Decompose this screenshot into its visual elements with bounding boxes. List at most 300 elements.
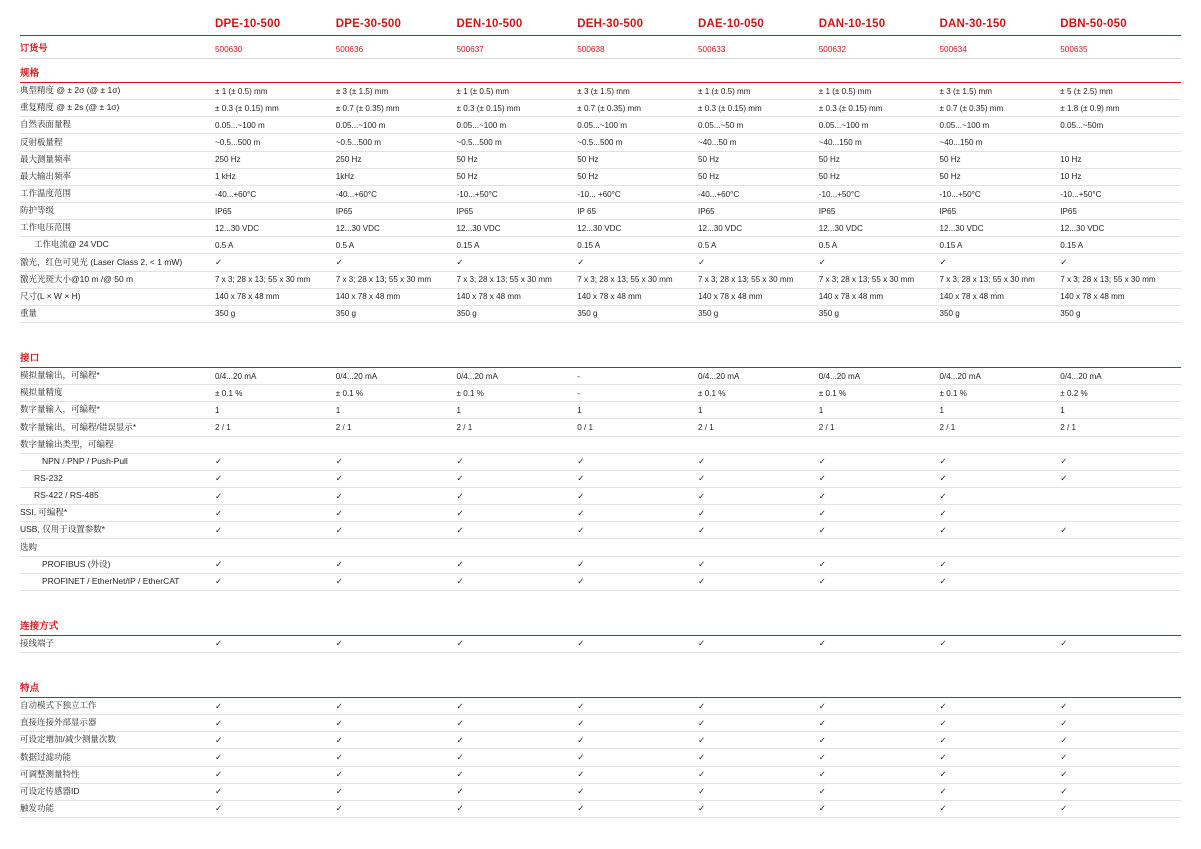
check-icon: ✓ <box>939 803 947 814</box>
cell-value <box>336 783 457 800</box>
cell-value <box>577 522 698 539</box>
section-title-row <box>20 669 1181 698</box>
cell-value: - <box>577 385 698 402</box>
table-row <box>20 83 1181 100</box>
check-icon: ✓ <box>335 803 343 814</box>
cell-value: 1 <box>577 402 698 419</box>
check-icon: ✓ <box>456 786 464 797</box>
cell-value <box>819 749 940 766</box>
cell-value <box>940 254 1061 271</box>
check-icon: ✓ <box>215 752 223 763</box>
cell-value: ± 3 (± 1.5) mm <box>940 83 1061 100</box>
check-icon: ✓ <box>818 786 826 797</box>
cell-value <box>336 732 457 749</box>
check-icon: ✓ <box>1060 700 1068 711</box>
cell-value <box>940 732 1061 749</box>
cell-value <box>1060 487 1181 504</box>
cell-value: 7 x 3; 28 x 13; 55 x 30 mm <box>457 271 578 288</box>
cell-value: 7 x 3; 28 x 13; 55 x 30 mm <box>1060 271 1181 288</box>
cell-value: 2 / 1 <box>215 419 336 436</box>
cell-value <box>577 749 698 766</box>
cell-value: 7 x 3; 28 x 13; 55 x 30 mm <box>819 271 940 288</box>
specification-table <box>20 18 1181 818</box>
cell-value <box>698 766 819 783</box>
check-icon: ✓ <box>335 507 343 518</box>
cell-value: 50 Hz <box>698 151 819 168</box>
check-icon: ✓ <box>456 734 464 745</box>
check-icon: ✓ <box>215 456 223 467</box>
cell-value: 10 Hz <box>1060 168 1181 185</box>
check-icon: ✓ <box>335 576 343 587</box>
cell-value <box>698 539 819 556</box>
cell-value <box>698 436 819 453</box>
cell-value <box>336 539 457 556</box>
check-icon: ✓ <box>698 257 706 268</box>
cell-value <box>819 732 940 749</box>
check-icon: ✓ <box>939 524 947 535</box>
cell-value: IP65 <box>819 202 940 219</box>
cell-value <box>698 783 819 800</box>
row-label: 选购 <box>20 539 215 556</box>
cell-value: 350 g <box>577 305 698 322</box>
cell-value <box>215 487 336 504</box>
check-icon: ✓ <box>698 507 706 518</box>
check-icon: ✓ <box>1060 257 1068 268</box>
check-icon: ✓ <box>577 752 585 763</box>
cell-value: 140 x 78 x 48 mm <box>457 288 578 305</box>
check-icon: ✓ <box>1060 803 1068 814</box>
cell-value: 50 Hz <box>698 168 819 185</box>
table-row <box>20 419 1181 436</box>
cell-value <box>1060 254 1181 271</box>
cell-value: ± 3 (± 1.5) mm <box>577 83 698 100</box>
cell-value <box>336 573 457 590</box>
row-label: 自然表面量程 <box>20 117 215 134</box>
check-icon: ✓ <box>577 638 585 649</box>
cell-value: 1 <box>215 402 336 419</box>
cell-value: IP65 <box>698 202 819 219</box>
check-icon: ✓ <box>456 456 464 467</box>
cell-value <box>457 556 578 573</box>
check-icon: ✓ <box>577 473 585 484</box>
section-title: 连接方式 <box>20 607 1181 636</box>
check-icon: ✓ <box>335 717 343 728</box>
row-label: NPN / PNP / Push-Pull <box>20 453 215 470</box>
check-icon: ✓ <box>456 803 464 814</box>
cell-value <box>940 635 1061 652</box>
check-icon: ✓ <box>215 473 223 484</box>
section-gap <box>20 322 1181 339</box>
cell-value: 0.05...~100 m <box>215 117 336 134</box>
section-title-row <box>20 607 1181 636</box>
cell-value: 2 / 1 <box>819 419 940 436</box>
cell-value: 12...30 VDC <box>336 220 457 237</box>
check-icon: ✓ <box>1060 456 1068 467</box>
cell-value: 250 Hz <box>215 151 336 168</box>
check-icon: ✓ <box>577 576 585 587</box>
column-header-2: DEN-10-500 <box>457 18 578 36</box>
cell-value <box>457 436 578 453</box>
cell-value <box>457 539 578 556</box>
cell-value: 140 x 78 x 48 mm <box>698 288 819 305</box>
cell-value <box>1060 783 1181 800</box>
check-icon: ✓ <box>939 490 947 501</box>
cell-value: -40...+60°C <box>336 185 457 202</box>
cell-value: 0.5 A <box>215 237 336 254</box>
check-icon: ✓ <box>939 734 947 745</box>
check-icon: ✓ <box>939 473 947 484</box>
cell-value <box>215 453 336 470</box>
check-icon: ✓ <box>215 803 223 814</box>
row-label: PROFINET / EtherNet/IP / EtherCAT <box>20 573 215 590</box>
order-number-value: 500636 <box>336 36 457 59</box>
cell-value: 10 Hz <box>1060 151 1181 168</box>
table-row <box>20 402 1181 419</box>
check-icon: ✓ <box>698 456 706 467</box>
check-icon: ✓ <box>215 786 223 797</box>
column-header-5: DAN-10-150 <box>819 18 940 36</box>
cell-value: 12...30 VDC <box>577 220 698 237</box>
check-icon: ✓ <box>577 490 585 501</box>
gap-cell <box>20 590 1181 607</box>
table-row <box>20 556 1181 573</box>
table-row <box>20 151 1181 168</box>
table-row <box>20 254 1181 271</box>
table-row <box>20 487 1181 504</box>
cell-value <box>215 556 336 573</box>
cell-value <box>215 732 336 749</box>
check-icon: ✓ <box>818 734 826 745</box>
cell-value <box>215 766 336 783</box>
cell-value <box>819 487 940 504</box>
cell-value: 12...30 VDC <box>819 220 940 237</box>
table-row <box>20 749 1181 766</box>
cell-value <box>336 749 457 766</box>
cell-value <box>215 505 336 522</box>
check-icon: ✓ <box>698 700 706 711</box>
cell-value <box>698 573 819 590</box>
cell-value <box>336 470 457 487</box>
order-number-value: 500632 <box>819 36 940 59</box>
cell-value: ± 0.1 % <box>819 385 940 402</box>
cell-value <box>1060 470 1181 487</box>
row-label: 工作电压范围 <box>20 220 215 237</box>
check-icon: ✓ <box>456 490 464 501</box>
check-icon: ✓ <box>698 734 706 745</box>
cell-value <box>577 487 698 504</box>
cell-value <box>215 715 336 732</box>
cell-value <box>336 505 457 522</box>
check-icon: ✓ <box>939 786 947 797</box>
cell-value <box>1060 766 1181 783</box>
check-icon: ✓ <box>215 734 223 745</box>
cell-value <box>1060 453 1181 470</box>
cell-value: 0/4...20 mA <box>457 367 578 384</box>
table-row <box>20 522 1181 539</box>
cell-value: 0.5 A <box>336 237 457 254</box>
cell-value <box>457 732 578 749</box>
check-icon: ✓ <box>335 734 343 745</box>
cell-value <box>819 715 940 732</box>
cell-value: ~0.5...500 m <box>215 134 336 151</box>
cell-value: 0/4...20 mA <box>819 367 940 384</box>
check-icon: ✓ <box>698 473 706 484</box>
cell-value <box>1060 505 1181 522</box>
order-number-value: 500633 <box>698 36 819 59</box>
check-icon: ✓ <box>456 700 464 711</box>
cell-value: 350 g <box>1060 305 1181 322</box>
row-label: 模拟量精度 <box>20 385 215 402</box>
cell-value <box>457 505 578 522</box>
cell-value: 0.15 A <box>457 237 578 254</box>
check-icon: ✓ <box>456 559 464 570</box>
cell-value: -10... +60°C <box>577 185 698 202</box>
cell-value <box>819 766 940 783</box>
table-row <box>20 766 1181 783</box>
cell-value: 0.05...~100 m <box>819 117 940 134</box>
cell-value: ± 0.7 (± 0.35) mm <box>940 100 1061 117</box>
check-icon: ✓ <box>215 257 223 268</box>
check-icon: ✓ <box>818 700 826 711</box>
cell-value <box>819 783 940 800</box>
row-label: USB, 仅用于设置参数* <box>20 522 215 539</box>
cell-value <box>336 487 457 504</box>
cell-value: 350 g <box>940 305 1061 322</box>
cell-value: 7 x 3; 28 x 13; 55 x 30 mm <box>940 271 1061 288</box>
cell-value: 12...30 VDC <box>457 220 578 237</box>
row-label: RS-232 <box>20 470 215 487</box>
cell-value <box>336 715 457 732</box>
check-icon: ✓ <box>939 559 947 570</box>
column-header-7: DBN-50-050 <box>1060 18 1181 36</box>
cell-value <box>819 453 940 470</box>
cell-value: ± 0.2 % <box>1060 385 1181 402</box>
cell-value: ± 5 (± 2.5) mm <box>1060 83 1181 100</box>
table-row <box>20 117 1181 134</box>
cell-value: 2 / 1 <box>336 419 457 436</box>
row-label: RS-422 / RS-485 <box>20 487 215 504</box>
check-icon: ✓ <box>577 700 585 711</box>
cell-value: 0/4...20 mA <box>215 367 336 384</box>
table-row <box>20 436 1181 453</box>
table-row <box>20 100 1181 117</box>
cell-value: 50 Hz <box>819 151 940 168</box>
cell-value <box>698 470 819 487</box>
check-icon: ✓ <box>1060 769 1068 780</box>
row-label: 数字量输出，可编程/错误显示* <box>20 419 215 436</box>
check-icon: ✓ <box>335 257 343 268</box>
cell-value: 140 x 78 x 48 mm <box>336 288 457 305</box>
check-icon: ✓ <box>939 700 947 711</box>
cell-value: ± 3 (± 1.5) mm <box>336 83 457 100</box>
row-label: 重复精度 @ ± 2s (@ ± 1σ) <box>20 100 215 117</box>
cell-value <box>698 254 819 271</box>
cell-value: ± 0.1 % <box>457 385 578 402</box>
cell-value: ~40...150 m <box>819 134 940 151</box>
cell-value: ± 1 (± 0.5) mm <box>215 83 336 100</box>
cell-value: ~0.5...500 m <box>457 134 578 151</box>
cell-value: 0.05...~100 m <box>336 117 457 134</box>
cell-value <box>819 254 940 271</box>
cell-value <box>336 800 457 817</box>
cell-value: 0/4...20 mA <box>1060 367 1181 384</box>
section-title: 规格 <box>20 59 1181 83</box>
check-icon: ✓ <box>698 717 706 728</box>
cell-value: -40...+60°C <box>698 185 819 202</box>
check-icon: ✓ <box>456 257 464 268</box>
cell-value: 50 Hz <box>577 168 698 185</box>
cell-value: 1 <box>336 402 457 419</box>
check-icon: ✓ <box>335 490 343 501</box>
cell-value <box>336 436 457 453</box>
row-label: 可调整测量特性 <box>20 766 215 783</box>
cell-value <box>457 254 578 271</box>
check-icon: ✓ <box>818 769 826 780</box>
check-icon: ✓ <box>577 786 585 797</box>
row-label: 防护等级 <box>20 202 215 219</box>
cell-value: 1 <box>819 402 940 419</box>
check-icon: ✓ <box>215 507 223 518</box>
row-label: 自动模式下独立工作 <box>20 697 215 714</box>
cell-value: 350 g <box>698 305 819 322</box>
cell-value <box>698 556 819 573</box>
cell-value <box>215 254 336 271</box>
cell-value <box>336 766 457 783</box>
check-icon: ✓ <box>818 456 826 467</box>
row-label: 接线端子 <box>20 635 215 652</box>
section-title-row <box>20 59 1181 83</box>
check-icon: ✓ <box>577 803 585 814</box>
cell-value: ± 1.8 (± 0.9) mm <box>1060 100 1181 117</box>
check-icon: ✓ <box>215 717 223 728</box>
cell-value <box>336 556 457 573</box>
cell-value: -10...+50°C <box>457 185 578 202</box>
check-icon: ✓ <box>698 490 706 501</box>
cell-value: 0/4...20 mA <box>336 367 457 384</box>
cell-value <box>457 766 578 783</box>
check-icon: ✓ <box>456 507 464 518</box>
row-label: 工作电流@ 24 VDC <box>20 237 215 254</box>
cell-value <box>1060 732 1181 749</box>
row-label: 激光光斑大小@10 m /@ 50 m <box>20 271 215 288</box>
cell-value: -10...+50°C <box>819 185 940 202</box>
check-icon: ✓ <box>1060 638 1068 649</box>
cell-value <box>215 522 336 539</box>
cell-value <box>336 453 457 470</box>
cell-value: ± 0.3 (± 0.15) mm <box>698 100 819 117</box>
cell-value <box>577 254 698 271</box>
cell-value <box>940 505 1061 522</box>
cell-value <box>336 522 457 539</box>
cell-value <box>940 783 1061 800</box>
check-icon: ✓ <box>939 456 947 467</box>
check-icon: ✓ <box>939 717 947 728</box>
row-label: 数字量输入，可编程* <box>20 402 215 419</box>
check-icon: ✓ <box>577 456 585 467</box>
check-icon: ✓ <box>1060 473 1068 484</box>
cell-value: -10...+50°C <box>1060 185 1181 202</box>
table-row <box>20 539 1181 556</box>
check-icon: ✓ <box>818 473 826 484</box>
cell-value <box>577 505 698 522</box>
cell-value: IP65 <box>336 202 457 219</box>
cell-value <box>940 453 1061 470</box>
cell-value <box>1060 134 1181 151</box>
check-icon: ✓ <box>698 559 706 570</box>
cell-value: ± 0.3 (± 0.15) mm <box>215 100 336 117</box>
cell-value <box>698 522 819 539</box>
cell-value: 7 x 3; 28 x 13; 55 x 30 mm <box>698 271 819 288</box>
cell-value <box>577 732 698 749</box>
cell-value: 1 <box>457 402 578 419</box>
cell-value: ± 0.7 (± 0.35) mm <box>577 100 698 117</box>
row-label: 最大测量频率 <box>20 151 215 168</box>
table-row <box>20 470 1181 487</box>
cell-value: ± 1 (± 0.5) mm <box>457 83 578 100</box>
order-number-value: 500634 <box>940 36 1061 59</box>
row-label: 工作温度范围 <box>20 185 215 202</box>
cell-value <box>215 470 336 487</box>
row-label: 直接连接外部显示器 <box>20 715 215 732</box>
cell-value <box>940 766 1061 783</box>
cell-value <box>698 453 819 470</box>
cell-value: 350 g <box>215 305 336 322</box>
cell-value: -10...+50°C <box>940 185 1061 202</box>
table-row <box>20 573 1181 590</box>
cell-value <box>1060 573 1181 590</box>
cell-value <box>457 783 578 800</box>
cell-value <box>1060 522 1181 539</box>
check-icon: ✓ <box>698 638 706 649</box>
cell-value: 50 Hz <box>457 168 578 185</box>
order-number-value: 500635 <box>1060 36 1181 59</box>
table-row <box>20 134 1181 151</box>
cell-value <box>1060 715 1181 732</box>
check-icon: ✓ <box>939 507 947 518</box>
cell-value <box>1060 635 1181 652</box>
cell-value: 12...30 VDC <box>215 220 336 237</box>
cell-value <box>819 556 940 573</box>
cell-value: -40...+60°C <box>215 185 336 202</box>
check-icon: ✓ <box>818 257 826 268</box>
cell-value: 7 x 3; 28 x 13; 55 x 30 mm <box>336 271 457 288</box>
section-title: 特点 <box>20 669 1181 698</box>
cell-value <box>819 573 940 590</box>
check-icon: ✓ <box>335 559 343 570</box>
cell-value <box>577 766 698 783</box>
cell-value: 140 x 78 x 48 mm <box>1060 288 1181 305</box>
cell-value <box>457 573 578 590</box>
cell-value <box>698 749 819 766</box>
check-icon: ✓ <box>215 576 223 587</box>
table-row <box>20 367 1181 384</box>
check-icon: ✓ <box>215 769 223 780</box>
check-icon: ✓ <box>939 576 947 587</box>
section-title: 接口 <box>20 339 1181 368</box>
check-icon: ✓ <box>698 786 706 797</box>
cell-value <box>1060 556 1181 573</box>
cell-value: 0.15 A <box>577 237 698 254</box>
cell-value: 350 g <box>819 305 940 322</box>
cell-value: ~40...50 m <box>698 134 819 151</box>
row-label: 激光，红色可见光 (Laser Class 2, < 1 mW) <box>20 254 215 271</box>
row-label: 典型精度 @ ± 2σ (@ ± 1σ) <box>20 83 215 100</box>
check-icon: ✓ <box>215 490 223 501</box>
cell-value: 12...30 VDC <box>1060 220 1181 237</box>
table-row <box>20 732 1181 749</box>
check-icon: ✓ <box>577 524 585 535</box>
cell-value <box>698 487 819 504</box>
